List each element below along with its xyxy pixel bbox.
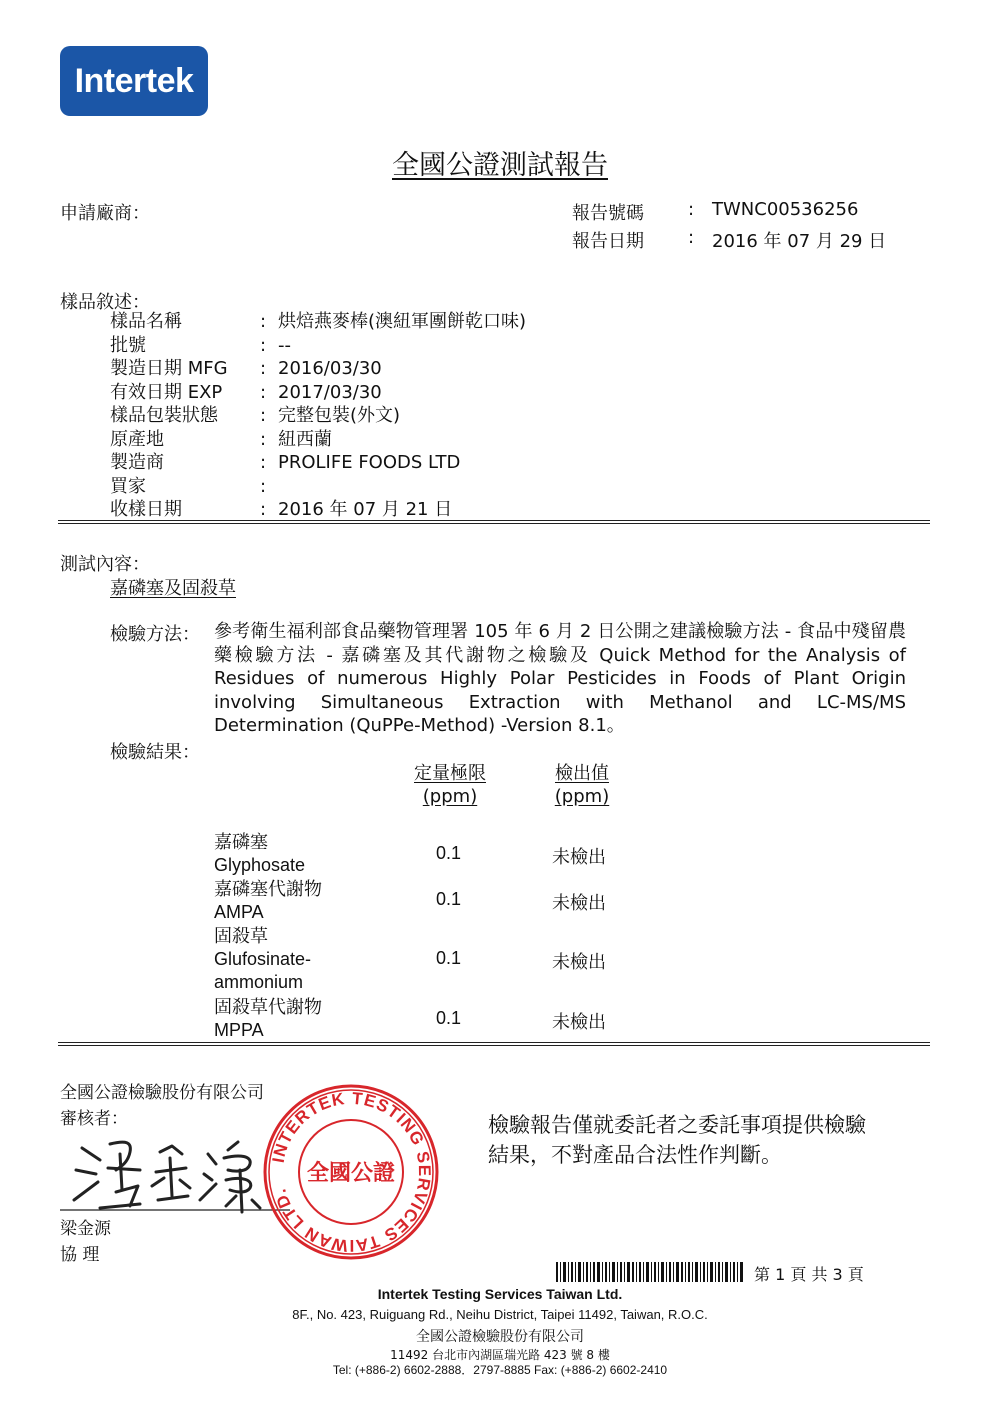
- footer-company-en: Intertek Testing Services Taiwan Ltd.: [377, 1286, 623, 1302]
- analyte-name-zh: 固殺草: [214, 926, 268, 947]
- sample-row: [110, 428, 910, 452]
- intertek-logo: Intertek: [60, 46, 208, 116]
- analyte-loq: 0.1: [436, 843, 462, 863]
- sample-field-label: 有效日期 EXP: [110, 381, 223, 403]
- test-section-label: 測試內容：: [60, 554, 150, 575]
- sample-field-label: 製造日期 MFG: [110, 358, 228, 379]
- report-date-label: 報告日期: [572, 231, 644, 252]
- sample-table: [110, 310, 910, 522]
- analyte-name-en: MPPA: [214, 1020, 264, 1040]
- method-label: 檢驗方法：: [110, 624, 200, 645]
- analyte-result: 未檢出: [552, 893, 606, 914]
- sample-field-colon: :: [260, 499, 267, 520]
- analyte-name: [214, 925, 311, 994]
- analyte-name-en-cont: ammonium: [214, 972, 304, 992]
- results-label: 檢驗結果：: [110, 742, 200, 763]
- analyte-loq: 0.1: [436, 948, 462, 968]
- sample-row: [110, 310, 910, 334]
- sample-field-colon: :: [260, 405, 267, 426]
- sample-field-colon: :: [260, 311, 267, 332]
- sample-row: [110, 381, 910, 405]
- loq-header-label: 定量極限: [414, 763, 486, 784]
- sample-field-label: 收樣日期: [110, 499, 182, 520]
- disclaimer-line: 結果，不對產品合法性作判斷。: [488, 1143, 782, 1167]
- sample-row: [110, 334, 910, 358]
- analyte-name-en: Glufosinate-: [214, 949, 312, 969]
- sample-field-label: 原產地: [110, 428, 164, 450]
- analyte-name: [214, 996, 322, 1042]
- result-column-header: [532, 762, 632, 808]
- company-name: 全國公證檢驗股份有限公司: [60, 1083, 264, 1103]
- report-title: 全國公證測試報告: [392, 150, 608, 181]
- barcode: [556, 1262, 746, 1282]
- sample-field-colon: :: [260, 358, 267, 379]
- sample-field-label: 製造商: [110, 452, 164, 473]
- section-divider: [58, 520, 930, 524]
- sample-field-value: 紐西蘭: [278, 428, 332, 450]
- footer-phone: Tel: (+886-2) 6602-2888．2797-8885 Fax: (+886-2) 6602-2410: [332, 1363, 668, 1377]
- reviewer-title: 協 理: [60, 1245, 100, 1265]
- analyte-name-en: Glyphosate: [214, 855, 306, 875]
- sample-field-value: --: [278, 334, 291, 356]
- sample-row: [110, 475, 910, 499]
- analyte-name: [214, 878, 322, 924]
- sample-field-value: 烘焙燕麥棒(澳紐軍團餅乾口味): [278, 311, 527, 332]
- sample-field-label: 樣品名稱: [110, 311, 182, 332]
- reviewer-name: 梁金源: [60, 1219, 111, 1239]
- handwritten-signature: [60, 1130, 290, 1216]
- sample-field-label: 批號: [110, 334, 146, 356]
- sample-field-label: 買家: [110, 475, 146, 497]
- sample-section-label: 樣品敘述：: [60, 292, 150, 313]
- sample-field-value: 2016/03/30: [278, 358, 382, 379]
- analyte-result: 未檢出: [552, 1012, 606, 1033]
- loq-header-unit: (ppm): [422, 786, 478, 807]
- analyte-name-zh: 嘉磷塞代謝物: [214, 879, 322, 900]
- test-item: 嘉磷塞及固殺草: [110, 578, 236, 599]
- sample-field-value: PROLIFE FOODS LTD: [278, 452, 461, 473]
- analyte-result: 未檢出: [552, 952, 606, 973]
- method-text: 參考衛生福利部食品藥物管理署 105 年 6 月 2 日公開之建議檢驗方法 - 食品中殘留農藥檢驗方法 - 嘉磷塞及其代謝物之檢驗及 Quick Method for the Analysis of Residues of numerous Highly Polar Pesticides in Foods of Plant Origin involving Simultaneous Extraction with Methanol and LC-MS/MS Determination (QuPPe-Method) -Version 8.1。: [214, 621, 906, 736]
- footer-company-zh: 全國公證檢驗股份有限公司: [416, 1329, 584, 1345]
- report-date: 2016 年 07 月 29 日: [712, 231, 887, 252]
- seal-center-text: 全國公證: [306, 1161, 396, 1186]
- sample-row: [110, 357, 910, 381]
- analyte-name: [214, 831, 305, 877]
- company-seal: [262, 1083, 440, 1261]
- analyte-name-en: AMPA: [214, 902, 264, 922]
- sample-row: [110, 498, 910, 522]
- report-number-colon: :: [688, 199, 695, 220]
- sample-field-colon: :: [260, 334, 267, 356]
- sample-field-colon: :: [260, 475, 267, 497]
- disclaimer-line: 檢驗報告僅就委託者之委託事項提供檢驗: [488, 1113, 866, 1137]
- seal-outer-text: INTERTEK TESTING SERVICES TAIWAN LTD.: [268, 1088, 435, 1256]
- sample-row: [110, 451, 910, 475]
- result-header-label: 檢出值: [555, 763, 609, 784]
- section-divider: [58, 1042, 930, 1046]
- reviewer-label: 審核者：: [60, 1109, 128, 1129]
- footer-address-en: 8F., No. 423, Ruiguang Rd., Neihu District, Taipei 11492, Taiwan, R.O.C.: [292, 1307, 708, 1322]
- report-number: TWNC00536256: [712, 199, 859, 220]
- analyte-name-zh: 固殺草代謝物: [214, 997, 322, 1018]
- sample-field-label: 樣品包裝狀態: [110, 405, 218, 426]
- report-date-colon: :: [688, 227, 695, 248]
- sample-field-colon: :: [260, 428, 267, 450]
- report-number-label: 報告號碼: [572, 203, 644, 224]
- disclaimer: [488, 1110, 866, 1170]
- analyte-name-zh: 嘉磷塞: [214, 832, 268, 853]
- sample-field-value: 2016 年 07 月 21 日: [278, 499, 453, 520]
- sample-field-colon: :: [260, 381, 267, 403]
- analyte-loq: 0.1: [436, 889, 462, 909]
- loq-column-header: [400, 762, 500, 808]
- sample-field-value: 完整包裝(外文): [278, 405, 401, 426]
- sample-field-colon: :: [260, 452, 267, 473]
- analyte-result: 未檢出: [552, 847, 606, 868]
- result-header-unit: (ppm): [554, 786, 610, 807]
- page-info: 第 1 頁 共 3 頁: [754, 1265, 864, 1284]
- applicant-label: 申請廠商：: [60, 203, 150, 224]
- analyte-loq: 0.1: [436, 1008, 462, 1028]
- sample-field-value: 2017/03/30: [278, 381, 382, 403]
- sample-row: [110, 404, 910, 428]
- footer-address-zh: 11492 台北市內湖區瑞光路 423 號 8 樓: [390, 1348, 610, 1362]
